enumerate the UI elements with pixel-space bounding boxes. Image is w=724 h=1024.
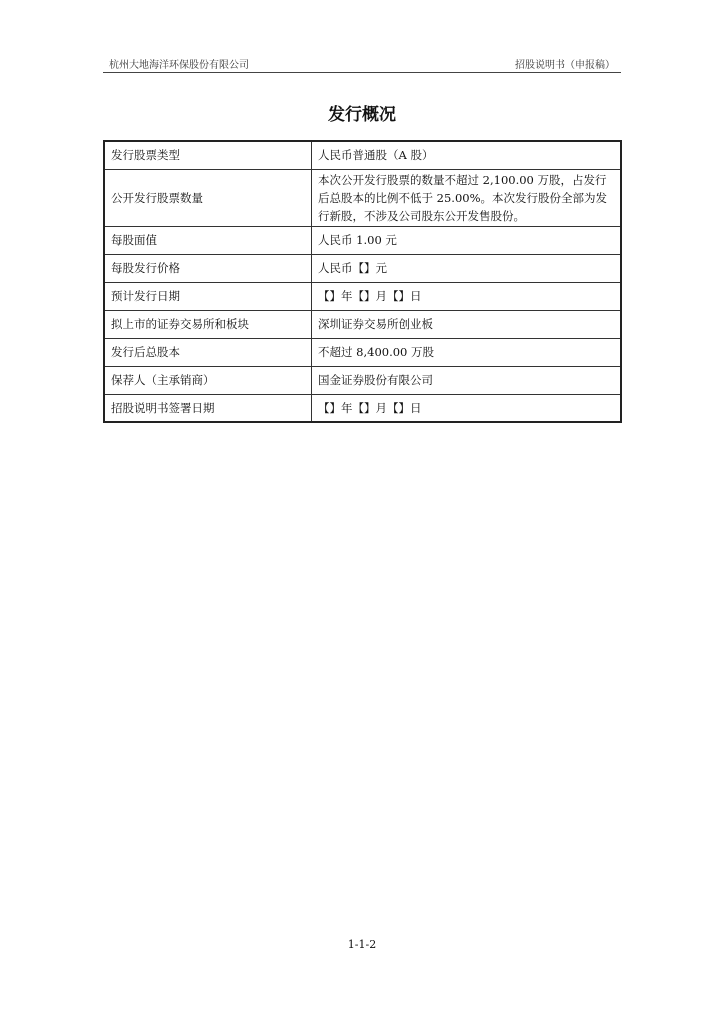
row-value: 人民币 1.00 元: [312, 226, 622, 254]
page-number: 1-1-2: [347, 938, 377, 951]
row-value: 国金证券股份有限公司: [312, 366, 622, 394]
table-row: [104, 366, 621, 394]
page-header: [103, 54, 621, 73]
row-value: 人民币【】元: [312, 254, 622, 282]
table-row: [104, 338, 621, 366]
row-value: 不超过 8,400.00 万股: [312, 338, 622, 366]
document-type: 招股说明书（申报稿）: [515, 60, 615, 71]
row-value: 深圳证券交易所创业板: [312, 310, 622, 338]
row-label: 发行后总股本: [104, 338, 312, 366]
row-label: 拟上市的证券交易所和板块: [104, 310, 312, 338]
table-row: [104, 141, 621, 169]
table-row: [104, 254, 621, 282]
table-row: [104, 226, 621, 254]
table-row: [104, 310, 621, 338]
row-label: 招股说明书签署日期: [104, 394, 312, 422]
table-row: [104, 282, 621, 310]
row-value: 【】年【】月【】日: [312, 282, 622, 310]
issuance-overview-table: [103, 140, 622, 423]
page-title: 发行概况: [328, 105, 396, 125]
row-label: 保荐人（主承销商）: [104, 366, 312, 394]
row-label: 发行股票类型: [104, 141, 312, 169]
row-value: 【】年【】月【】日: [312, 394, 622, 422]
row-label: 预计发行日期: [104, 282, 312, 310]
table-row: [104, 169, 621, 226]
company-name: 杭州大地海洋环保股份有限公司: [109, 60, 249, 71]
row-label: 每股发行价格: [104, 254, 312, 282]
row-value: 本次公开发行股票的数量不超过 2,100.00 万股，占发行后总股本的比例不低于 25.00%。本次发行股份全部为发行新股，不涉及公司股东公开发售股份。: [312, 169, 622, 226]
row-label: 公开发行股票数量: [104, 169, 312, 226]
table-row: [104, 394, 621, 422]
row-value: 人民币普通股（A 股）: [312, 141, 622, 169]
row-label: 每股面值: [104, 226, 312, 254]
